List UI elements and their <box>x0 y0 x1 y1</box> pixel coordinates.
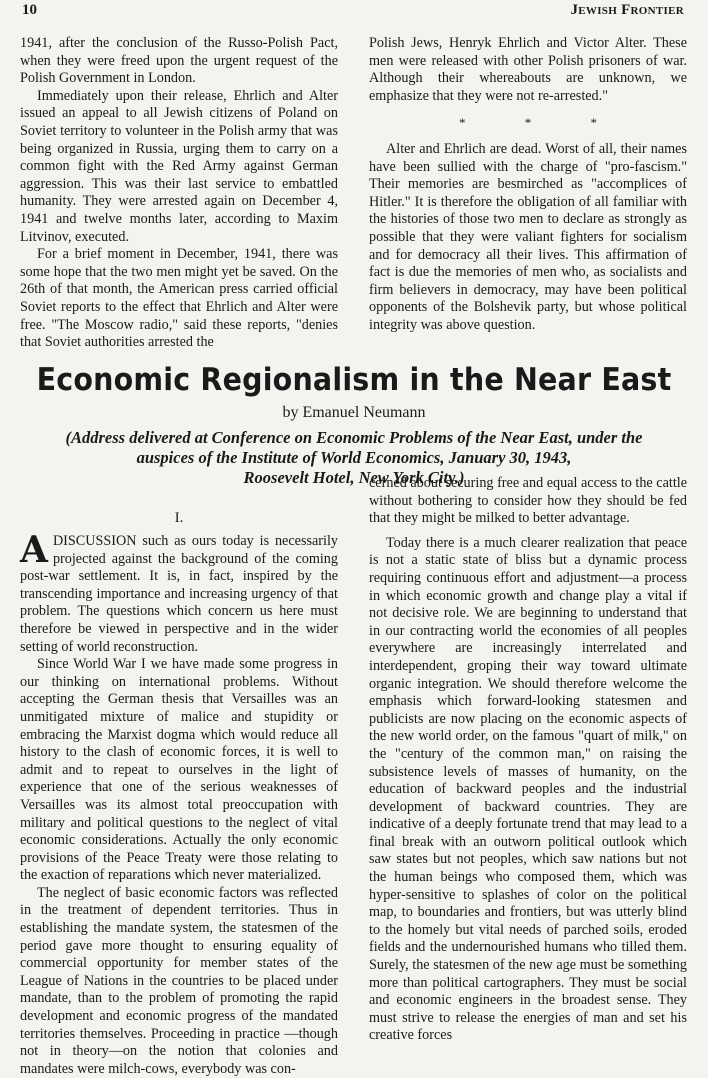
opening-paragraph <box>20 529 338 656</box>
previous-article-left-column <box>20 35 338 352</box>
paragraph: The neglect of basic economic factors was reflected in the treatment of dependent territories. Thus in establishing the mandate system, the statesmen of the period gave more thought to ensuring equality of commercial opportunity for member states of the League of Nations in the countries to be placed under mandate, than to the problem of promoting the rapid development and economic progress of the mandated territories themselves. Proceeding in practice —though not in theory—on the notion that colonies and mandates were milch-cows, everybody was con- <box>20 884 338 1077</box>
paragraph: cerned about securing free and equal access to the cattle without bothering to consider how they should be fed that they might be milked to better advantage. <box>369 475 687 527</box>
paragraph-spacer <box>369 528 687 535</box>
page-number: 10 <box>22 2 37 18</box>
article-title: Economic Regionalism in the Near East <box>36 362 672 398</box>
paragraph: For a brief moment in December, 1941, there was some hope that the two men might yet be saved. On the 26th of that month, the American press carried official Soviet reports to the effect that Ehrlich and Alter were free. "The Moscow radio," said these reports, "denies that Soviet authorities arrested the <box>20 246 338 351</box>
article-byline: by Emanuel Neumann <box>282 404 426 421</box>
subtitle-line: Roosevelt Hotel, New York City.) <box>243 468 465 487</box>
subtitle-line: (Address delivered at Conference on Economic Problems of the Near East, under the <box>65 428 643 447</box>
subtitle-line: auspices of the Institute of World Economics, January 30, 1943, <box>136 448 572 467</box>
paragraph-text: DISCUSSION such as ours today is necessarily projected against the background of the coming post-war settlement. It is, in fact, inspired by the transcending importance and increasing urgency of that problem. The questions which concern us here must therefore be viewed in perspective and in the wider setting of world reconstruction. <box>20 533 338 655</box>
article-right-column <box>369 475 687 1045</box>
paragraph: Alter and Ehrlich are dead. Worst of all, their names have been sullied with the charge of "pro-fascism." Their memories are besmirched as "accomplices of Hitler." It is therefore the obligation of all familiar with the histories of those two men to declare as strongly as possible that they were valiant fighters for socialism and for democracy all their lives. This affirmation of fact is due the memories of men who, as socialists and firm believers in democracy, may have been political opponents of the Bolshevik party, but whose political integrity was above question. <box>369 140 687 333</box>
section-break: * * * <box>459 115 625 131</box>
section-number: I. <box>174 510 184 526</box>
paragraph: Today there is a much clearer realization that peace is not a static state of bliss but a dynamic process requiring continuous effort and adjustment—a process in which economic growth and change play a vital if not decisive role. We are beginning to understand that in our contracting world the economies of all peoples everywhere are increasingly interrelated and interdependent, groping their way toward ultimate organic integration. We should therefore welcome the emphasis which forward-looking statesmen and publicists are now placing on the economic aspects of the new world order, on the famous "quart of milk," on the "century of the common man," on raising the subsistence levels of masses of humanity, on the education of backward peoples and the industrial development of backward countries. They are indicative of a deeply fortunate trend that may lead to a final break with an outworn political outlook which saw states but not peoples, which saw nations but not the human beings who composed them, which was hyper-sensitive to splashes of color on the political map, to boundaries and frontiers, but was utterly blind to the homely but vital needs of parched soils, eroded fields and the undernourished humans who tilled them. Surely, the statesmen of the new age must be something more than political cartographers. They must be social and economic engineers in the broadest sense. They must strive to release the energies of man and set his creative forces <box>369 534 687 1044</box>
running-title: Jewish Frontier <box>570 2 684 18</box>
paragraph: Polish Jews, Henryk Ehrlich and Victor Alter. These men were released with other Polish prisoners of war. Although their whereabouts are unknown, we emphasize that they were not re-arrested." <box>369 35 687 104</box>
paragraph: 1941, after the conclusion of the Russo-Polish Pact, when they were freed upon the urgent request of the Polish Government in London. <box>20 35 338 87</box>
paragraph: Immediately upon their release, Ehrlich and Alter issued an appeal to all Jewish citizens of Poland on Soviet territory to volunteer in the Polish army that was being organized in Russia, urging them to carry on a common fight with the Red Army against German aggression. This was their last service to embattled humanity. They were arrested again on December 4, 1941 and twelve months later, according to Maxim Litvinov, executed. <box>20 87 338 245</box>
page-header <box>20 2 688 22</box>
paragraph: Since World War I we have made some progress in our thinking on international problems. Without accepting the German thesis that Versailles was an unmitigated mixture of malice and stupidity or embracing the Marxist dogma which would reduce all history to the clash of economic forces, it is well to admit and to repeat to ourselves in the light of experience that one of the serious weaknesses of Versailles was its almost total preoccupation with military and political questions to the neglect of vital economic considerations. Actually the only economic provisions of the Peace Treaty were those relating to the exaction of reparations which never materialized. <box>20 656 338 884</box>
article-left-column <box>20 529 338 1078</box>
previous-article-right-column <box>369 35 687 335</box>
drop-cap: A <box>20 529 48 571</box>
